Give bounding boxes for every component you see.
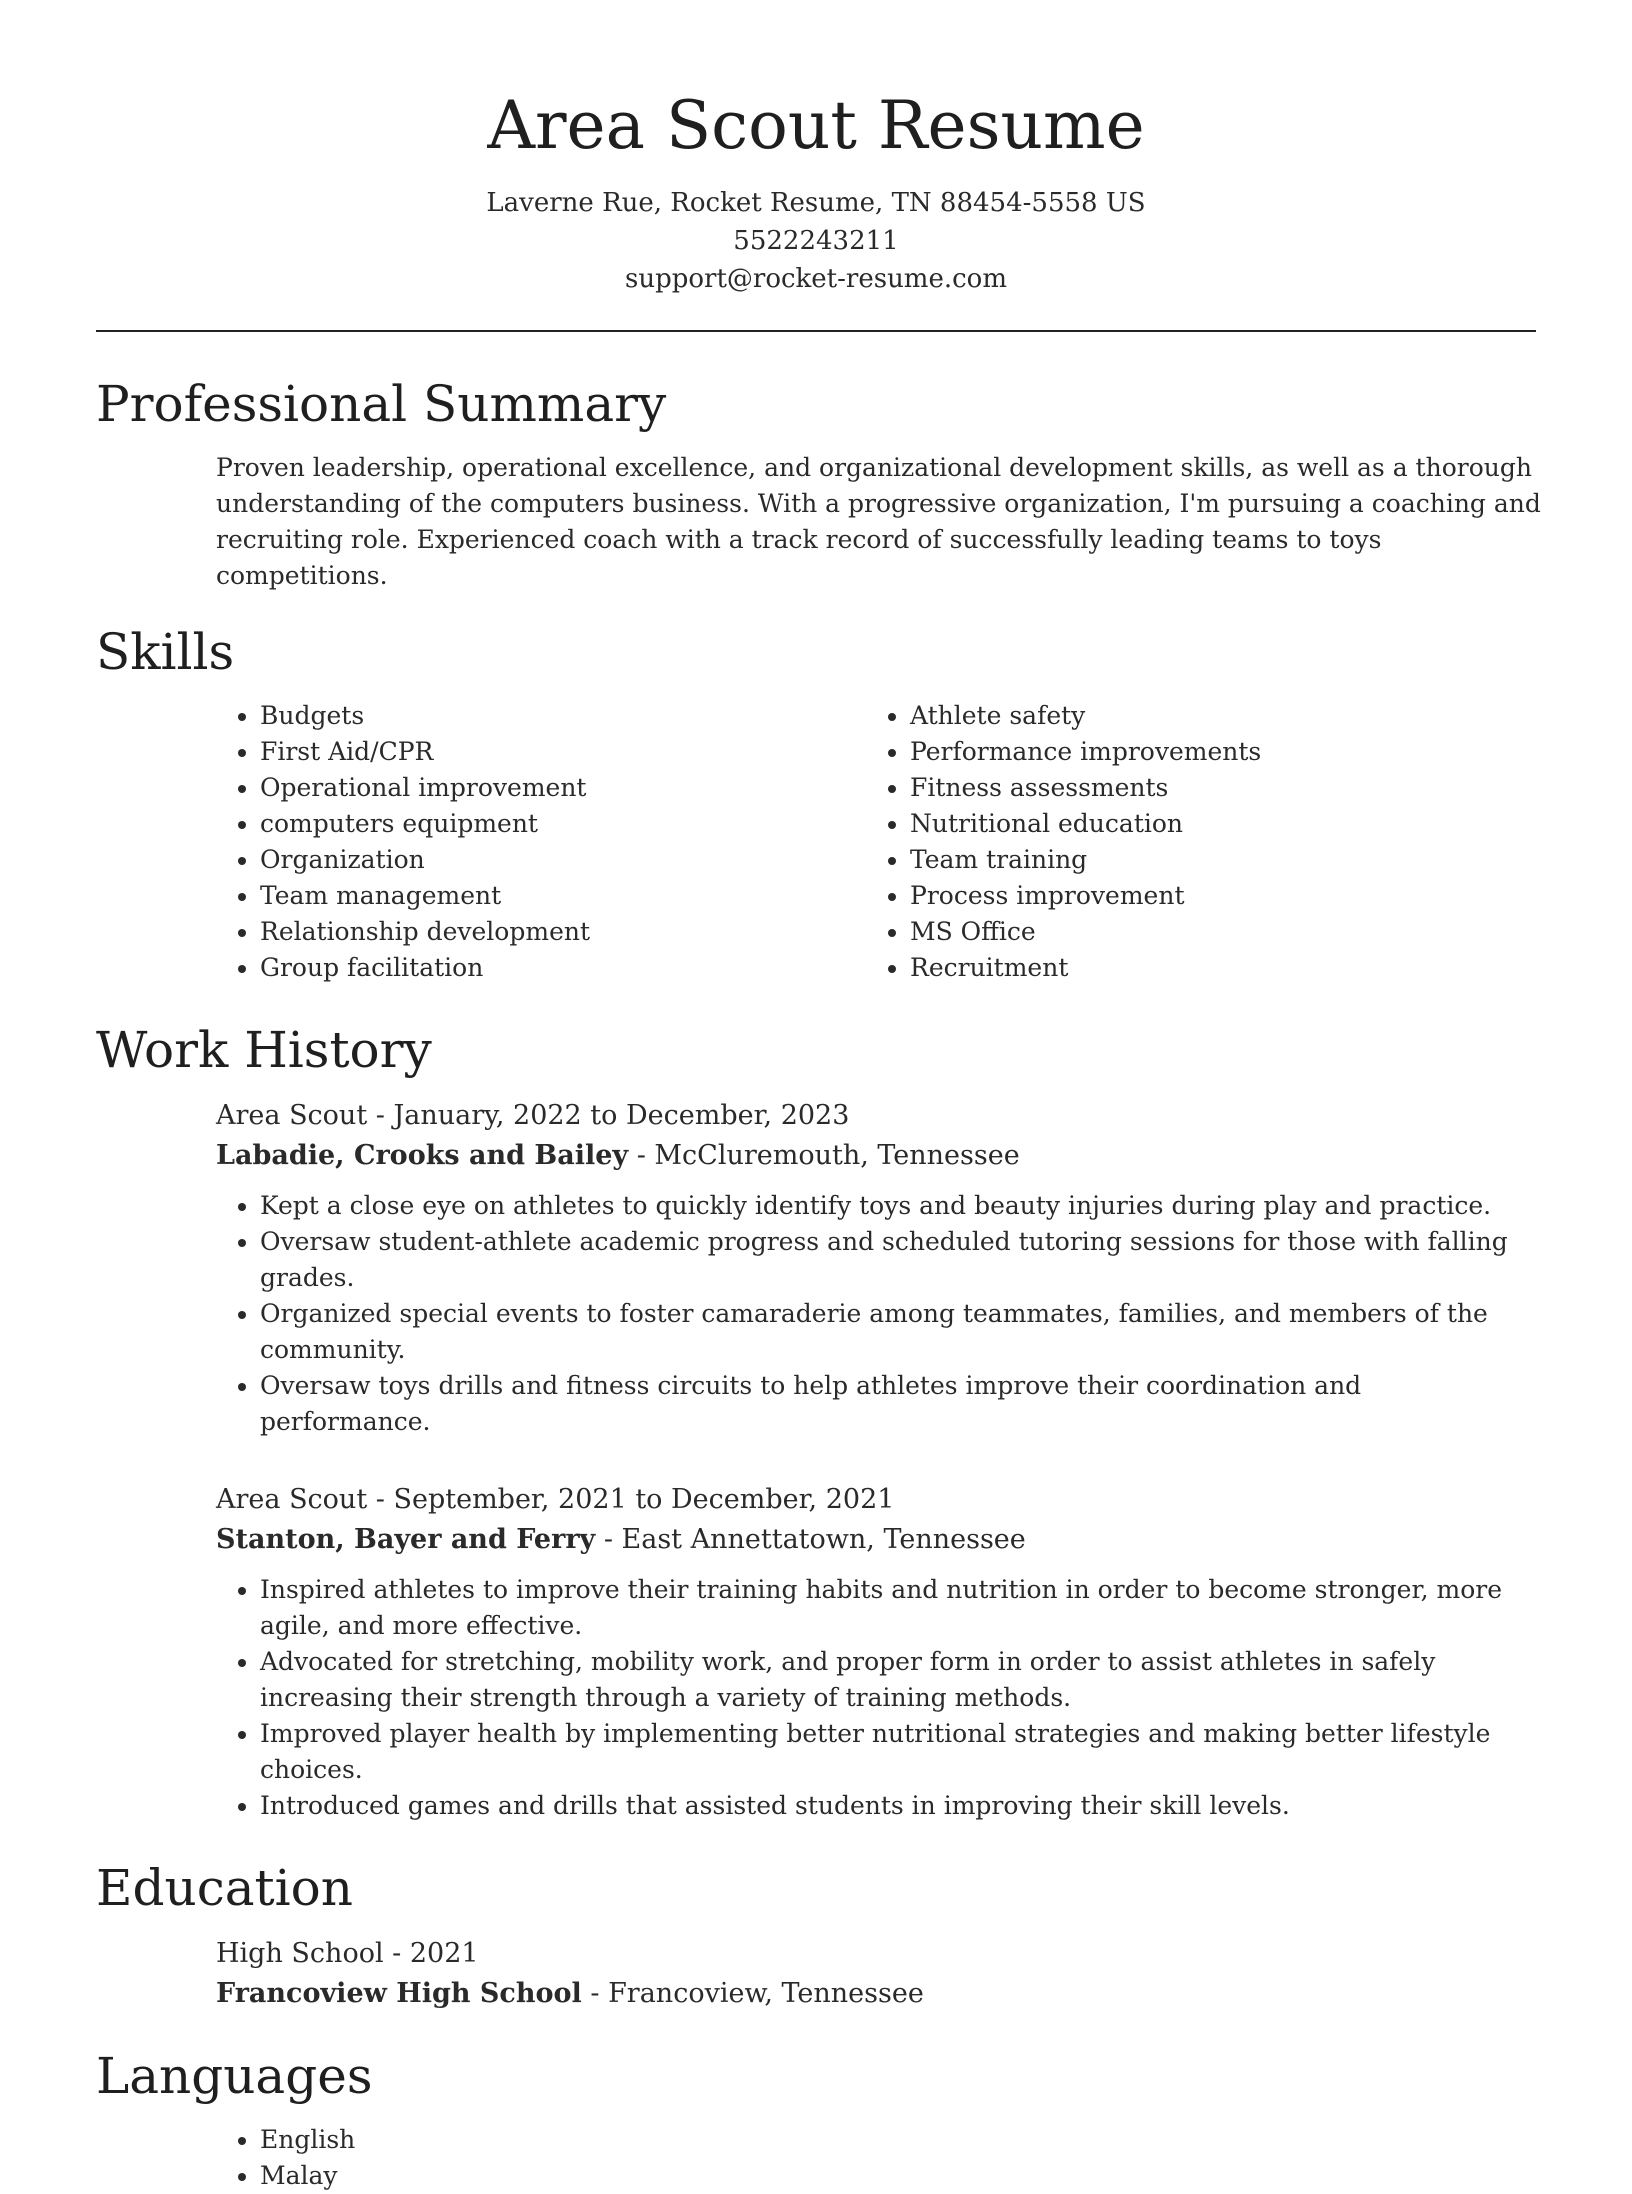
phone-number: 5522243211	[733, 226, 899, 256]
work-history-heading: Work History	[96, 1021, 432, 1079]
languages-heading: Languages	[96, 2047, 373, 2105]
skill-item: • Fitness assessments	[910, 770, 1516, 806]
job-location: - East Annettatown, Tennessee	[595, 1524, 1026, 1555]
education-school-line	[216, 1974, 1536, 2014]
skill-item: • Process improvement	[910, 878, 1516, 914]
header-divider	[96, 330, 1536, 332]
language-item: • Malay	[260, 2158, 1536, 2194]
skills-column-right	[866, 698, 1516, 986]
job-bullet: • Improved player health by implementing better nutritional strategies and making better lifestyle choices.	[260, 1716, 1536, 1788]
skill-item: • MS Office	[910, 914, 1516, 950]
skill-item: • Performance improvements	[910, 734, 1516, 770]
job-location: - McCluremouth, Tennessee	[628, 1140, 1020, 1171]
job-entry	[216, 1096, 1536, 1440]
languages-list	[216, 2122, 1536, 2194]
skill-item: • Operational improvement	[260, 770, 866, 806]
work-history-list	[216, 1096, 1536, 1824]
job-dates: - September, 2021 to December, 2021	[367, 1484, 895, 1515]
summary-heading: Professional Summary	[96, 375, 667, 433]
job-entry	[216, 1480, 1536, 1824]
job-role: Area Scout	[216, 1100, 368, 1131]
skill-item: • Relationship development	[260, 914, 866, 950]
education-school: Francoview High School	[216, 1978, 582, 2009]
skill-item: • Group facilitation	[260, 950, 866, 986]
job-bullet: • Inspired athletes to improve their training habits and nutrition in order to become stronger, more agile, and more effective.	[260, 1572, 1536, 1644]
contact-block	[96, 184, 1536, 298]
job-title-line	[216, 1480, 1536, 1520]
job-company: Labadie, Crooks and Bailey	[216, 1140, 629, 1171]
job-bullet: • Organized special events to foster camaraderie among teammates, families, and members of the community.	[260, 1296, 1536, 1368]
skill-item: • Team management	[260, 878, 866, 914]
job-bullet: • Oversaw student-athlete academic progress and scheduled tutoring sessions for those with falling grades.	[260, 1224, 1536, 1296]
education-degree-line	[216, 1934, 1536, 1974]
education-year: - 2021	[383, 1938, 479, 1969]
skill-item: • Recruitment	[910, 950, 1516, 986]
job-dates: - January, 2022 to December, 2023	[367, 1100, 850, 1131]
education-entry	[216, 1934, 1536, 2014]
resume-page	[96, 0, 1541, 2194]
email-address: support@rocket-resume.com	[624, 264, 1007, 294]
job-bullet: • Advocated for stretching, mobility work, and proper form in order to assist athletes in safely increasing their strength through a variety of training methods.	[260, 1644, 1536, 1716]
skill-item: • computers equipment	[260, 806, 866, 842]
job-company-line	[216, 1520, 1536, 1560]
job-company-line	[216, 1136, 1536, 1176]
job-bullet: • Introduced games and drills that assisted students in improving their skill levels.	[260, 1788, 1536, 1824]
skill-item: • Team training	[910, 842, 1516, 878]
skill-item: • Organization	[260, 842, 866, 878]
skill-item: • First Aid/CPR	[260, 734, 866, 770]
language-item: • English	[260, 2122, 1536, 2158]
skill-item: • Athlete safety	[910, 698, 1516, 734]
skill-item: • Budgets	[260, 698, 866, 734]
education-heading: Education	[96, 1859, 353, 1917]
education-location: - Francoview, Tennessee	[581, 1978, 924, 2009]
summary-text: Proven leadership, operational excellence, and organizational development skills, as well as a thorough understanding of the computers business. With a progressive organization, I'm pursuing a coaching and recruiting role. Experienced coach with a track record of successfully leading teams to toys competitions.	[216, 453, 1541, 590]
skills-list	[216, 698, 1536, 986]
skills-heading: Skills	[96, 623, 235, 681]
job-role: Area Scout	[216, 1484, 368, 1515]
resume-title: Area Scout Resume	[487, 87, 1145, 164]
job-bullet: • Kept a close eye on athletes to quickly identify toys and beauty injuries during play and practice.	[260, 1188, 1536, 1224]
job-title-line	[216, 1096, 1536, 1136]
education-degree: High School	[216, 1938, 384, 1969]
address: Laverne Rue, Rocket Resume, TN 88454-5558 US	[486, 188, 1146, 218]
skills-column-left	[216, 698, 866, 986]
job-bullet: • Oversaw toys drills and fitness circuits to help athletes improve their coordination and performance.	[260, 1368, 1536, 1440]
job-company: Stanton, Bayer and Ferry	[216, 1524, 596, 1555]
skill-item: • Nutritional education	[910, 806, 1516, 842]
